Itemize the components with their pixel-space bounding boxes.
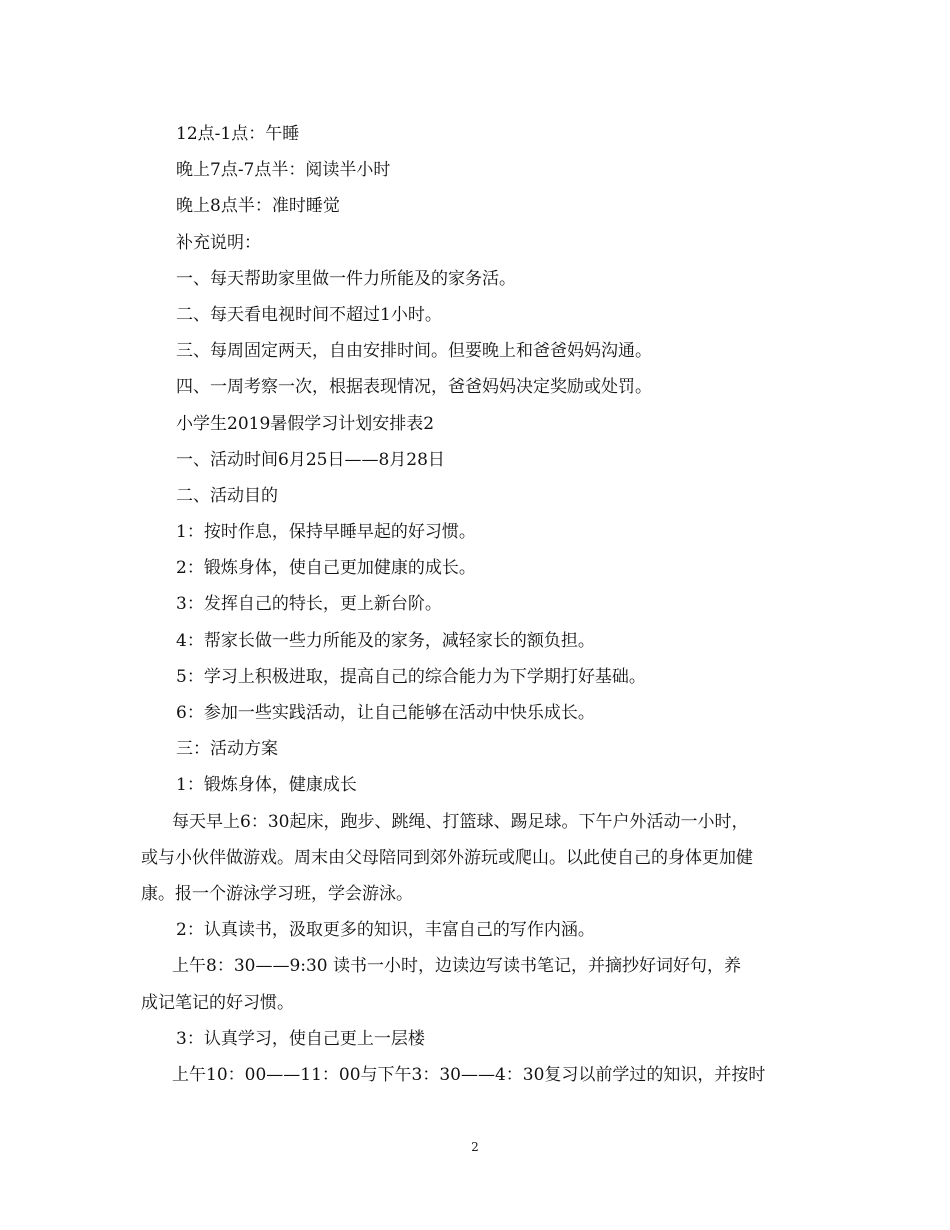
paragraph-line: 成记笔记的好习惯。 [141,992,294,1013]
text-line: 1：锻炼身体，健康成长 [176,775,357,796]
text-line: 3：认真学习，使自己更上一层楼 [176,1028,425,1049]
text-line: 二、每天看电视时间不超过1小时。 [176,304,442,325]
paragraph-line: 每天早上6：30起床，跑步、跳绳、打篮球、踢足球。下午户外活动一小时， [172,811,749,832]
text-line: 三、每周固定两天，自由安排时间。但要晚上和爸爸妈妈沟通。 [176,341,652,362]
text-line: 3：发挥自己的特长，更上新台阶。 [176,594,442,615]
text-line: 5：学习上积极进取，提高自己的综合能力为下学期打好基础。 [176,666,646,687]
page-number: 2 [471,1140,479,1154]
paragraph-line: 上午8：30——9:30 读书一小时，边读边写读书笔记，并摘抄好词好句，养 [172,956,742,977]
paragraph-exercise [141,804,806,913]
text-line: 2：锻炼身体，使自己更加健康的成长。 [176,558,476,579]
text-line: 12点-1点：午睡 [176,124,300,144]
text-line: 二、活动目的 [176,485,278,506]
section-title: 小学生2019暑假学习计划安排表2 [176,413,435,434]
paragraph-reading [141,948,806,1020]
paragraph-study [172,1057,806,1093]
text-line: 6：参加一些实践活动，让自己能够在活动中快乐成长。 [176,703,595,723]
text-line: 晚上7点-7点半：阅读半小时 [176,160,391,181]
text-line: 三：活动方案 [176,739,278,760]
text-line: 四、一周考察一次，根据表现情况，爸爸妈妈决定奖励或处罚。 [176,377,652,398]
text-line: 2：认真读书，汲取更多的知识，丰富自己的写作内涵。 [176,920,595,941]
document-body [141,116,806,1093]
paragraph-line: 或与小伙伴做游戏。周末由父母陪同到郊外游玩或爬山。以此使自己的身体更加健 [141,847,753,868]
text-line: 晚上8点半：准时睡觉 [176,196,340,217]
text-line: 一、活动时间6月25日——8月28日 [176,449,445,470]
text-line: 补充说明： [176,232,261,253]
text-line: 一、每天帮助家里做一件力所能及的家务活。 [176,268,516,289]
text-line: 4：帮家长做一些力所能及的家务，减轻家长的额负担。 [176,630,595,651]
paragraph-line: 康。报一个游泳学习班，学会游泳。 [141,883,413,904]
text-line: 1：按时作息，保持早睡早起的好习惯。 [176,522,476,543]
paragraph-line: 上午10：00——11：00与下午3：30——4：30复习以前学过的知识，并按时 [172,1064,766,1085]
